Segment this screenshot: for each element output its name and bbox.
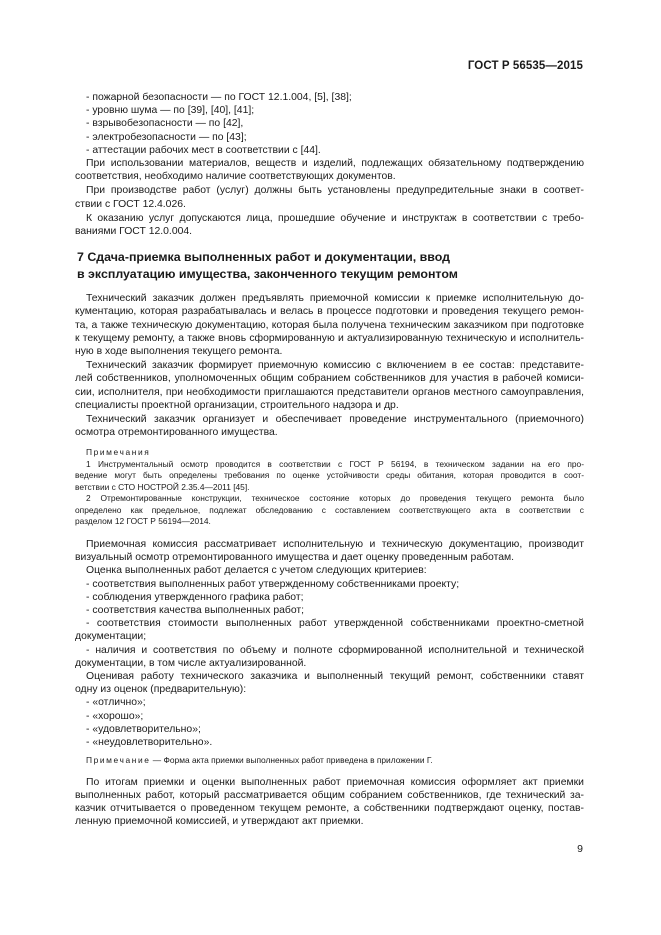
list-item: - соответствия качества выполненных работ; <box>86 604 305 616</box>
paragraph-line: Оценивая работу технического заказчика и выполненный текущий ремонт, собственники ставят <box>86 671 584 682</box>
section-paragraph-documentation <box>75 292 584 358</box>
single-note <box>75 755 584 767</box>
safety-requirements-list <box>75 91 584 157</box>
section-paragraph-commission <box>75 359 584 412</box>
paragraph-line: ствии с ГОСТ 12.4.026. <box>75 198 186 210</box>
commission-review-paragraph <box>75 538 584 564</box>
paragraph-line: К оказанию услуг допускаются лица, прошедшие обучение и инструктаж в соответствии с требо- <box>86 212 584 224</box>
list-item: - «отлично»; <box>86 697 146 709</box>
list-item: - электробезопасности — по [43]; <box>86 131 247 143</box>
materials-paragraph <box>75 157 584 183</box>
list-item: - наличия и соответствия по объему и полноте сформированной исполнительной и технической <box>86 644 584 656</box>
list-item: - аттестации рабочих мест в соответствии с [44]. <box>86 144 321 156</box>
note-label: Примечание <box>86 755 151 766</box>
section-heading <box>75 249 584 282</box>
final-paragraph <box>75 776 584 829</box>
note-line: 1 Инструментальный осмотр проводится в соответствии с ГОСТ Р 56194, в техническом задании на его про- <box>86 458 584 469</box>
list-item: - пожарной безопасности — по ГОСТ 12.1.004, [5], [38]; <box>86 92 352 103</box>
list-item: - взрывобезопасности — по [42], <box>86 118 244 130</box>
note-text: — Форма акта приемки выполненных работ приведена в приложении Г. <box>150 755 433 766</box>
document-code-header: ГОСТ Р 56535—2015 <box>467 60 583 72</box>
note-line: ведение могут быть определены требования по оценке устойчивости среды обитания, которая проводится в соот- <box>75 470 584 481</box>
paragraph-line: При использовании материалов, веществ и изделий, подлежащих обязательному подтверждению <box>86 158 584 170</box>
paragraph-line: ленную приемочной комиссией, и утверждают акт приемки. <box>75 816 364 828</box>
list-item-continuation: документации, в том числе актуализированной. <box>75 657 307 669</box>
section-heading-line: 7 Сдача-приемка выполненных работ и документации, ввод <box>77 250 450 265</box>
paragraph-line: По итогам приемки и оценки выполненных работ приемочная комиссия оформляет акт приемки <box>86 776 584 788</box>
paragraph-line: Технический заказчик организует и обеспечивает проведение инструментального (приемочного) <box>86 414 584 426</box>
paragraph-line: ную в ходе выполнения текущего ремонта. <box>75 346 283 358</box>
paragraph-line: Приемочная комиссия рассматривает исполнительную и техническую документацию, производит <box>86 538 584 550</box>
list-item: - уровню шума — по [39], [40], [41]; <box>86 105 255 117</box>
notes-block <box>75 447 584 528</box>
grades-list <box>75 696 584 749</box>
page-number: 9 <box>577 843 583 855</box>
paragraph-line: При производстве работ (услуг) должны быть установлены предупредительные знаки в соответ- <box>86 185 584 197</box>
warning-signs-paragraph <box>75 184 584 210</box>
paragraph-line: одну из оценок (предварительную): <box>75 684 247 696</box>
list-item: - соответствия стоимости выполненных работ утвержденной собственниками проектно-сметной <box>86 618 584 630</box>
list-item: - соблюдения утвержденного графика работ; <box>86 591 304 603</box>
page-content <box>75 91 584 829</box>
paragraph-line: та, а также техническую документацию, которая была получена техническим заказчиком при подготовке <box>75 319 584 331</box>
paragraph-line: осмотра отремонтированного имущества. <box>75 427 278 439</box>
note-line: 2 Отремонтированные конструкции, техническое состояние которых до проведения текущего ремонта было <box>86 493 584 504</box>
paragraph-line: кументацию, которая разрабатывалась и велась в процессе подготовки и проведения текущего ремон- <box>75 306 584 318</box>
paragraph-line: соответствия, необходимо наличие соответствующих документов. <box>75 171 396 183</box>
list-item: - соответствия выполненных работ утвержденному собственниками проекту; <box>86 578 460 590</box>
note-line: ветствии с СТО НОСТРОЙ 2.35.4—2011 [45]. <box>75 481 250 492</box>
list-item-continuation: документации; <box>75 631 147 643</box>
paragraph-line: сии, исполнителя, при необходимости приглашаются представители органов местного самоуправления, <box>75 386 584 398</box>
grading-paragraph <box>75 670 584 696</box>
paragraph-line: Технический заказчик должен предъявлять приемочной комиссии к приемке исполнительную до- <box>86 293 584 305</box>
paragraph-line: Технический заказчик формирует приемочную комиссию с включением в ее состав: представите- <box>86 360 584 372</box>
paragraph-line: визуальный осмотр отремонтированного имущества и дает оценку проведенным работам. <box>75 552 515 564</box>
paragraph-line: к текущему ремонту, а также вновь сформированную и актуализированную техническую и исполнитель- <box>75 332 584 344</box>
list-item: - «неудовлетворительно». <box>86 737 213 749</box>
paragraph-line: специалисты проектной организации, строительного надзора и др. <box>75 399 399 411</box>
note-line <box>75 755 584 767</box>
section-heading-line: в эксплуатацию имущества, законченного текущим ремонтом <box>77 266 458 281</box>
list-item: - «удовлетворительно»; <box>86 723 201 735</box>
paragraph-line: ваниями ГОСТ 12.0.004. <box>75 226 193 238</box>
note-line: определено как предельное, подлежат обследованию с составлением соответствующего акта в соответствии с <box>75 504 584 515</box>
section-paragraph-inspection <box>75 413 584 439</box>
paragraph-line: казчик отчитывается о проведенном текущем ремонте, а собственники подтверждают оценку, постав- <box>75 803 584 815</box>
paragraph-line: выполненных работ, который рассматривается общим собранием собственников, где технический за- <box>75 789 584 801</box>
paragraph-line: лей собственников, уполномоченных общим собранием собственников для участия в рабочей комиси- <box>75 373 584 385</box>
personnel-paragraph <box>75 212 584 238</box>
list-item: - «хорошо»; <box>86 710 144 722</box>
note-line: разделом 12 ГОСТ Р 56194—2014. <box>75 516 211 527</box>
notes-heading: Примечания <box>86 447 151 458</box>
criteria-intro: Оценка выполненных работ делается с учетом следующих критериев: <box>86 565 427 577</box>
criteria-list <box>75 578 584 670</box>
